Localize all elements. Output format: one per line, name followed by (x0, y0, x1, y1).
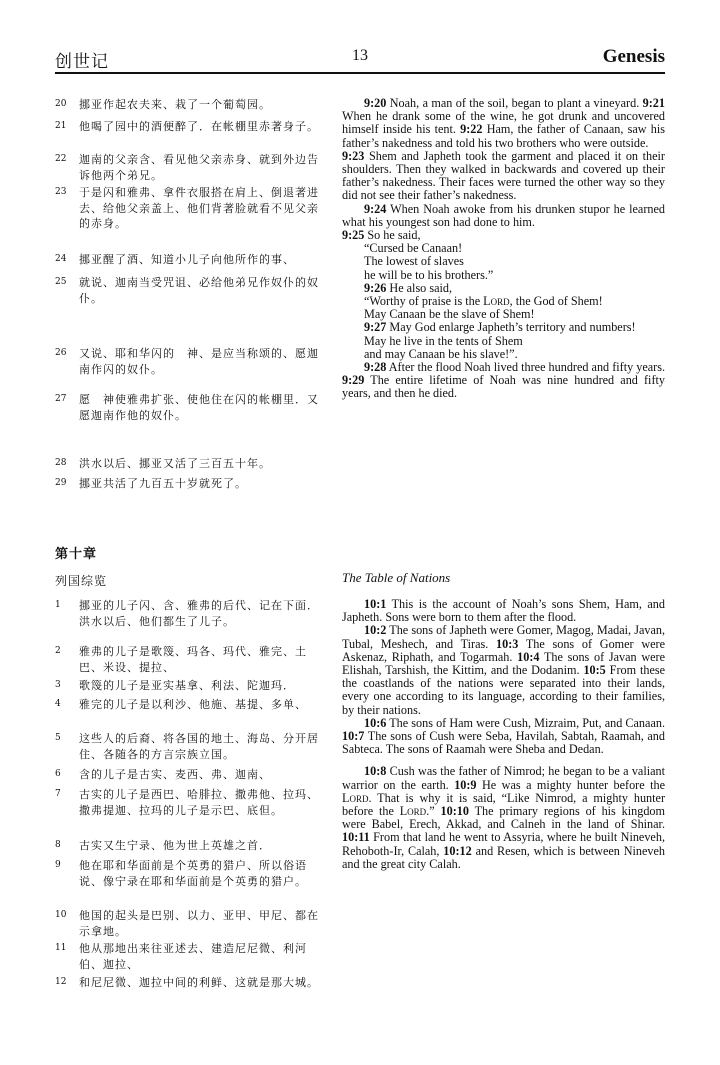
verse-text: 他从那地出来往亚述去、建造尼尼微、利河伯、迦拉、 (79, 942, 307, 971)
verse-ref: 9:28 (364, 360, 387, 375)
poetry-block (364, 242, 665, 361)
verse-number: 22 (55, 154, 67, 164)
english-paragraph: 9:25 So he said, (342, 228, 421, 243)
verse-ref: 10:1 (364, 597, 387, 611)
verse-text: 迦南的父亲含、看见他父亲赤身、就到外边告诉他两个弟兄。 (79, 153, 319, 182)
verse-ref: 9:25 (342, 228, 365, 243)
cn-verse (55, 858, 325, 889)
verse-number: 27 (55, 394, 67, 404)
cn-verse (55, 97, 325, 113)
cn-verse (55, 252, 325, 268)
cn-verse (55, 119, 325, 135)
english-passage-ch10 (342, 598, 665, 871)
divine-name: Lord (342, 790, 369, 805)
cn-verse (55, 975, 325, 991)
poem-line: The lowest of slaves (364, 254, 464, 269)
verse-text: 雅完的儿子是以利沙、他施、基提、多单、 (79, 698, 307, 711)
verse-text: 他国的起头是巴别、以力、亚甲、甲尼、都在示拿地。 (79, 909, 319, 938)
verse-ref: 9:22 (460, 122, 483, 137)
english-paragraph: 10:8 Cush was the father of Nimrod; he began to be a valiant warrior on the earth. 10:9 He was a mighty hunter before the Lord. That is why it is said, “Like Nimrod, a mighty hunter before the Lord.” 10:10 The primary regions of his kingdom were Babel, Erech, Akkad, and Calneh in the land of Shinar. 10:11 From that land he went to Assyria, where he built Nineveh, Rehoboth-Ir, Calah, 10:12 and Resen, which is between Nineveh and the great city Calah. (342, 764, 666, 871)
verse-ref: 9:23 (342, 148, 365, 163)
poem-line: “Cursed be Canaan! (364, 241, 463, 256)
cn-verse (55, 731, 325, 762)
verse-number: 29 (55, 478, 67, 488)
english-passage-ch9 (342, 97, 665, 401)
book-title-chinese: 创世记 (55, 52, 109, 72)
english-paragraph: 10:1 This is the account of Noah’s sons Shem, Ham, and Japheth. Sons were born to them after the flood. (342, 597, 665, 625)
verse-ref: 9:20 (364, 96, 387, 110)
verse-text: 挪亚醒了酒、知道小儿子向他所作的事、 (79, 253, 295, 266)
verse-text: 他在耶和华面前是个英勇的猎户、所以俗语说、像宁录在耶和华面前是个英勇的猎户。 (79, 859, 307, 888)
verse-text: 古实的儿子是西巴、哈腓拉、撒弗他、拉玛、撒弗提迦、拉玛的儿子是示巴、底但。 (79, 788, 319, 817)
english-paragraph: 10:2 The sons of Japheth were Gomer, Magog, Madai, Javan, Tubal, Meshech, and Tiras. 10:3 The sons of Gomer were Askenaz, Riphath, and Togarmah. 10:4 The sons of Javan were Elishah, Tarshish, the Kittim, and the Dodanim. 10:5 From these the coastlands of the nations were separated into their lands, every one according to its language, according to their families, by their nations. (342, 623, 666, 717)
cn-verse (55, 678, 325, 694)
page-number: 13 (352, 47, 368, 64)
verse-text: 含的儿子是古实、麦西、弗、迦南、 (79, 768, 271, 781)
poem-line: “Worthy of praise is the Lord, the God of Shem! (364, 294, 603, 309)
verse-ref: 9:21 (642, 96, 665, 110)
cn-verse (55, 697, 325, 713)
verse-ref: 10:9 (454, 777, 477, 792)
english-paragraph: 9:23 Shem and Japheth took the garment and placed it on their shoulders. Then they walked in backwards and covered up their father’s nakedness. Their faces were turned the other way so they did not see their father’s nakedness. (342, 148, 665, 203)
verse-number: 24 (55, 254, 67, 264)
verse-text: 和尼尼微、迦拉中间的利鲜、这就是那大城。 (79, 976, 319, 989)
verse-text: 雅弗的儿子是歌篾、玛各、玛代、雅完、土巴、米设、提拉、 (79, 645, 307, 674)
book-title-english: Genesis (602, 46, 665, 67)
english-paragraph: 9:24 When Noah awoke from his drunken stupor he learned what his youngest son had done to him. (342, 201, 665, 229)
verse-number: 3 (55, 680, 61, 690)
verse-ref: 10:11 (342, 830, 370, 845)
verse-text: 挪亚作起农夫来、栽了一个葡萄园。 (79, 98, 271, 111)
poem-line: and may Canaan be his slave!”. (364, 346, 518, 361)
verse-number: 11 (55, 943, 67, 953)
verse-number: 9 (55, 860, 61, 870)
cn-verse (55, 838, 325, 854)
poem-line: May Canaan be the slave of Shem! (364, 307, 535, 322)
header-rule (55, 72, 665, 74)
cn-verse (55, 392, 325, 423)
verse-ref: 9:27 (364, 320, 387, 335)
page-header (55, 45, 665, 71)
verse-number: 23 (55, 187, 67, 197)
verse-text: 歌篾的儿子是亚实基拿、利法、陀迦玛． (79, 679, 295, 692)
cn-verse (55, 185, 325, 232)
verse-text: 于是闪和雅弗、拿件衣服搭在肩上、倒退著进去、给他父亲盖上、他们背著脸就看不见父亲的赤身。 (79, 186, 319, 230)
verse-ref: 10:10 (440, 804, 469, 819)
english-paragraph: 10:6 The sons of Ham were Cush, Mizraim, Put, and Canaan. 10:7 The sons of Cush were Seba, Havilah, Sabtah, Raamah, and Sabteca. The sons of Raamah were Sheba and Dedan. (342, 715, 665, 757)
verse-ref: 10:2 (364, 623, 387, 638)
poem-line: 9:27 May God enlarge Japheth’s territory and numbers! (364, 320, 636, 335)
english-paragraph: 9:28 After the flood Noah lived three hundred and fifty years. 9:29 The entire lifetime of Noah was nine hundred and fifty years, and then he died. (342, 360, 665, 401)
verse-text: 这些人的后裔、将各国的地土、海岛、分开居住、各随各的方言宗族立国。 (79, 732, 319, 761)
verse-number: 2 (55, 646, 61, 656)
verse-number: 26 (55, 348, 67, 358)
poem-line: May he live in the tents of Shem (364, 333, 523, 348)
verse-ref: 9:24 (364, 201, 387, 216)
verse-ref: 10:4 (517, 649, 540, 664)
verse-text: 就说、迦南当受咒诅、必给他弟兄作奴仆的奴仆。 (79, 276, 319, 305)
cn-verse (55, 456, 325, 472)
divine-name: Lord (483, 294, 510, 309)
cn-verse (55, 787, 325, 818)
verse-text: 愿 神使雅弗扩张、使他住在闪的帐棚里．又愿迦南作他的奴仆。 (79, 393, 319, 422)
cn-verse (55, 476, 325, 492)
section-heading-chinese: 列国综览 (55, 574, 108, 588)
chapter-title: 第十章 (55, 547, 98, 562)
verse-number: 1 (55, 600, 61, 610)
cn-verse (55, 598, 325, 629)
cn-verse (55, 644, 325, 675)
verse-ref: 9:29 (342, 373, 365, 388)
verse-number: 10 (55, 910, 67, 920)
verse-number: 20 (55, 99, 67, 109)
verse-ref: 9:26 (364, 280, 387, 295)
english-paragraph: 9:20 Noah, a man of the soil, began to plant a vineyard. 9:21 When he drank some of the wine, he got drunk and uncovered himself inside his tent. 9:22 Ham, the father of Canaan, saw his father’s nakedness and told his two brothers who were outside. (342, 96, 666, 150)
verse-text: 挪亚的儿子闪、含、雅弗的后代、记在下面．洪水以后、他们都生了儿子。 (79, 599, 319, 628)
cn-verse (55, 346, 325, 377)
poem-line: 9:26 He also said, (364, 280, 453, 295)
poem-line: he will be to his brothers.” (364, 267, 494, 282)
verse-text: 挪亚共活了九百五十岁就死了。 (79, 477, 247, 490)
verse-ref: 10:7 (342, 729, 365, 744)
verse-number: 12 (55, 977, 67, 987)
verse-number: 6 (55, 769, 61, 779)
verse-ref: 10:3 (496, 636, 519, 651)
cn-verse (55, 941, 325, 972)
divine-name: Lord (399, 804, 427, 819)
verse-number: 4 (55, 699, 61, 709)
verse-text: 古实又生宁录、他为世上英雄之首． (79, 839, 271, 852)
verse-text: 洪水以后、挪亚又活了三百五十年。 (79, 457, 271, 470)
cn-verse (55, 275, 325, 306)
verse-text: 又说、耶和华闪的 神、是应当称颂的、愿迦南作闪的奴仆。 (79, 347, 319, 376)
verse-number: 25 (55, 277, 67, 287)
verse-ref: 10:5 (583, 663, 606, 678)
verse-number: 8 (55, 840, 61, 850)
verse-number: 28 (55, 458, 67, 468)
verse-ref: 10:8 (364, 764, 387, 779)
verse-number: 5 (55, 733, 61, 743)
section-heading-english: The Table of Nations (342, 570, 451, 585)
verse-ref: 10:6 (364, 715, 387, 730)
verse-text: 他喝了园中的酒便醉了．在帐棚里赤著身子。 (79, 120, 319, 133)
cn-verse (55, 908, 325, 939)
verse-ref: 10:12 (443, 843, 472, 858)
cn-verse (55, 767, 325, 783)
verse-number: 7 (55, 789, 61, 799)
verse-number: 21 (55, 121, 67, 131)
cn-verse (55, 152, 325, 183)
